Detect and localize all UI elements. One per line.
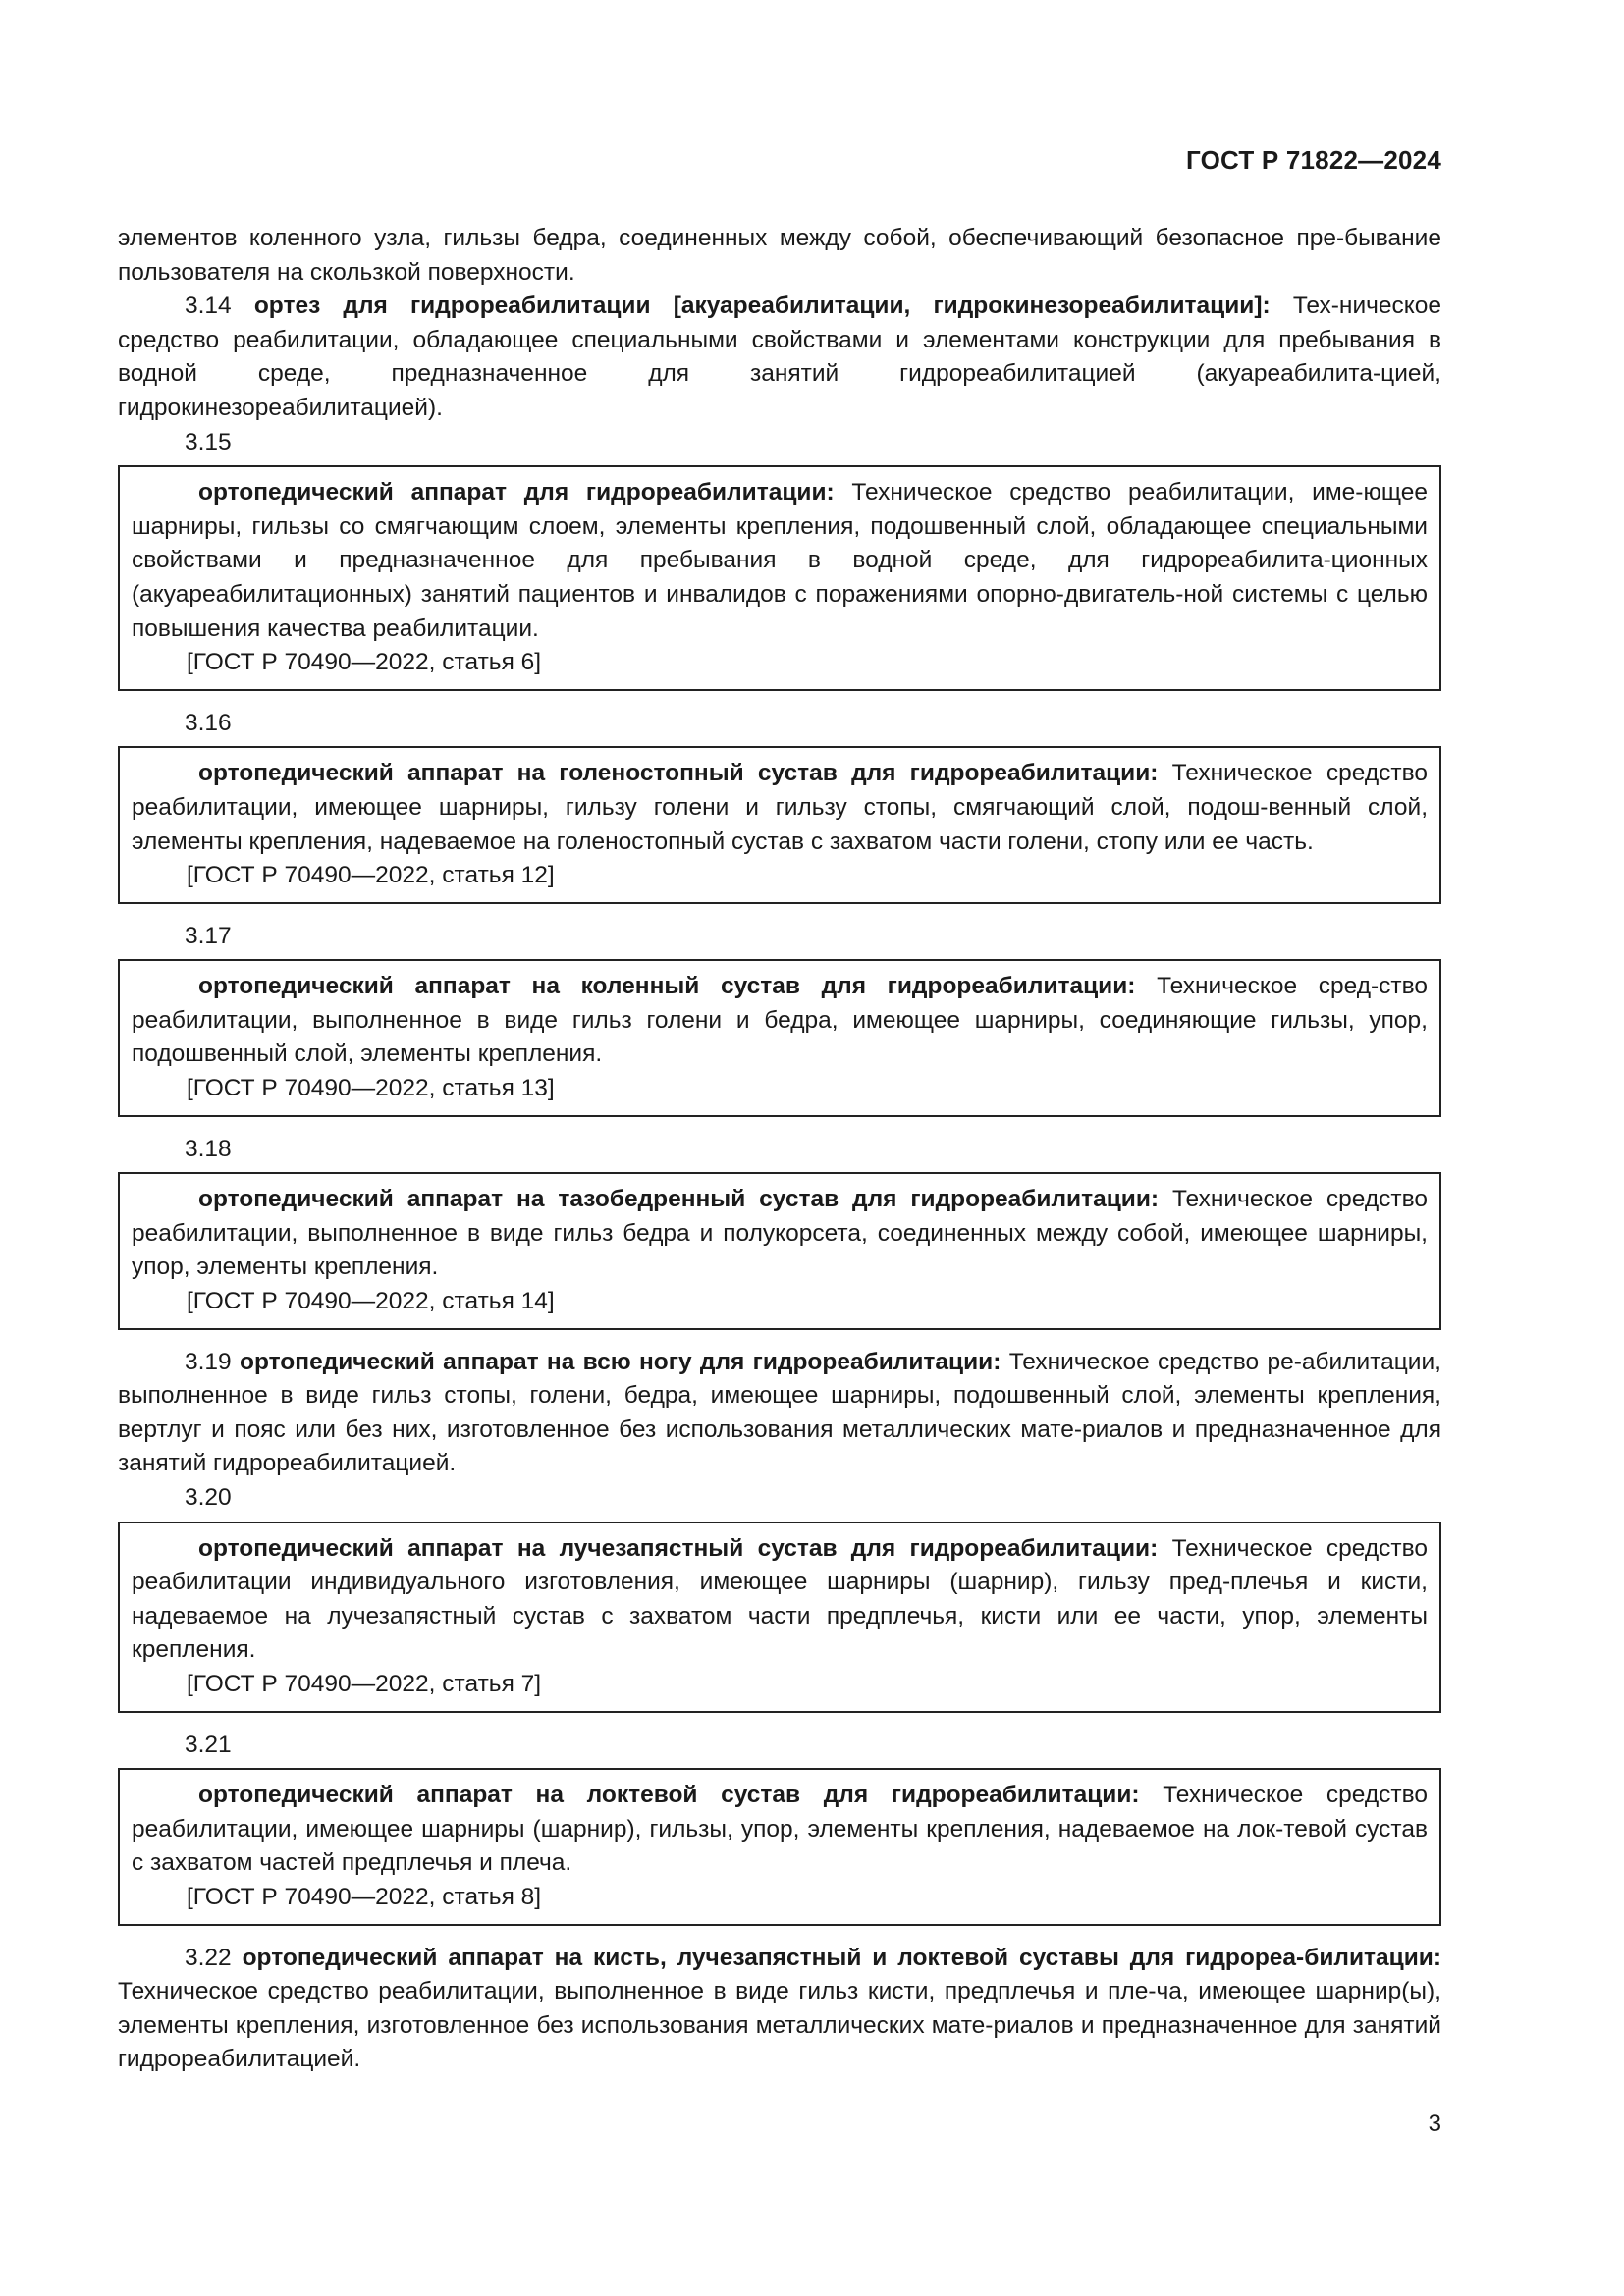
entry-term: ортопедический аппарат на всю ногу для гидрореабилитации:	[240, 1348, 1001, 1375]
entry-3-16-box	[118, 746, 1441, 903]
entry-number-3-18: 3.18	[185, 1135, 232, 1162]
entry-3-21-text	[132, 1779, 1428, 1881]
entry-term: ортопедический аппарат на кисть, лучезапястный и локтевой суставы для гидрореа-билитации:	[242, 1944, 1442, 1971]
entry-term: ортез для гидрореабилитации [акуареабилитации, гидрокинезореабилитации]:	[253, 293, 1271, 320]
entry-3-17-box	[118, 959, 1441, 1116]
continuation-paragraph: элементов коленного узла, гильзы бедра, соединенных между собой, обеспечивающий безопасное пре-бывание пользователя на скользкой поверхности.	[118, 225, 1441, 286]
entry-3-15-text	[132, 476, 1428, 646]
entry-term: ортопедический аппарат на голеностопный сустав для гидрореабилитации:	[198, 760, 1159, 787]
entry-definition: Техническое средство ре-абилитации, выполненное в виде гильз стопы, голени, бедра, имеющее шарниры, подошвенный слой, элементы крепления, вертлуг и пояс или без них, изготовленное без использования металлических мате-риалов и предназначенное для занятий гидрореабилитацией.	[118, 1348, 1441, 1477]
entry-3-14	[118, 290, 1441, 425]
entry-number: 3.22	[185, 1944, 232, 1971]
entry-term: ортопедический аппарат на тазобедренный сустав для гидрореабилитации:	[198, 1186, 1160, 1213]
entry-3-20-text	[132, 1532, 1428, 1668]
entry-term: ортопедический аппарат на лучезапястный сустав для гидрореабилитации:	[198, 1534, 1159, 1562]
entry-number: 3.14	[185, 293, 232, 320]
entry-3-22	[118, 1942, 1441, 2077]
entry-reference: [ГОСТ Р 70490—2022, статья 14]	[187, 1288, 555, 1315]
entry-3-17-text	[132, 970, 1428, 1072]
entry-number-3-20: 3.20	[185, 1484, 232, 1511]
entry-number: 3.19	[185, 1348, 232, 1375]
entry-number-3-21: 3.21	[185, 1731, 232, 1758]
entry-3-20-box	[118, 1522, 1441, 1713]
document-body	[118, 222, 1441, 2077]
entry-term: ортопедический аппарат для гидрореабилитации:	[198, 479, 835, 507]
entry-term: ортопедический аппарат на локтевой сустав для гидрореабилитации:	[198, 1782, 1140, 1809]
entry-3-15-box	[118, 465, 1441, 691]
entry-definition: Техническое средство реабилитации индивидуального изготовления, имеющее шарниры (шарнир), гильзу пред-плечья и кисти, надеваемое на лучезапястный сустав с захватом части предплечья, кисти или ее части, упор, элементы крепления.	[132, 1534, 1428, 1664]
entry-definition: Техническое средство реабилитации, имеющее шарниры, гильзу голени и гильзу стопы, смягчающий слой, подош-венный слой, элементы крепления, надеваемое на голеностопный сустав с захватом части голени, стопу или ее часть.	[132, 760, 1428, 855]
entry-number-3-15: 3.15	[185, 428, 232, 455]
entry-definition: Техническое сред-ство реабилитации, выполненное в виде гильз голени и бедра, имеющее шарниры, соединяющие гильзы, упор, подошвенный слой, элементы крепления.	[132, 973, 1429, 1068]
entry-reference: [ГОСТ Р 70490—2022, статья 13]	[187, 1075, 555, 1102]
entry-definition: Тех-ническое средство реабилитации, обладающее специальными свойствами и элементами конструкции для пребывания в водной среде, предназначенное для занятий гидрореабилитацией (акуареабилита-цией, гидрокинезореабилитацией).	[118, 293, 1442, 421]
entry-3-21-box	[118, 1768, 1441, 1925]
entry-3-19	[118, 1346, 1441, 1481]
document-standard-id: ГОСТ Р 71822—2024	[1186, 145, 1441, 175]
entry-3-16-text	[132, 757, 1428, 859]
entry-reference: [ГОСТ Р 70490—2022, статья 6]	[187, 649, 542, 676]
entry-reference: [ГОСТ Р 70490—2022, статья 12]	[187, 862, 555, 889]
entry-definition: Техническое средство реабилитации, име-ющее шарниры, гильзы со смягчающим слоем, элементы крепления, подошвенный слой, обладающее специальными свойствами и предназначенное для пребывания в водной среде, для гидрореабилита-ционных (акуареабилитационных) занятий пациентов и инвалидов с поражениями опорно-двигатель-ной системы с целью повышения качества реабилитации.	[132, 479, 1428, 642]
entry-number-3-17: 3.17	[185, 922, 232, 949]
entry-number-3-16: 3.16	[185, 709, 232, 736]
page-number: 3	[1428, 2110, 1441, 2137]
entry-definition: Техническое средство реабилитации, выполненное в виде гильз бедра и полукорсета, соединенных между собой, имеющее шарниры, упор, элементы крепления.	[132, 1186, 1428, 1281]
entry-definition: Техническое средство реабилитации, имеющее шарниры (шарнир), гильзы, упор, элементы крепления, надеваемое на лок-тевой сустав с захватом частей предплечья и плеча.	[132, 1782, 1428, 1877]
entry-term: ортопедический аппарат на коленный сустав для гидрореабилитации:	[198, 973, 1136, 1000]
entry-reference: [ГОСТ Р 70490—2022, статья 8]	[187, 1883, 542, 1910]
entry-3-18-text	[132, 1183, 1428, 1285]
entry-3-18-box	[118, 1172, 1441, 1329]
entry-reference: [ГОСТ Р 70490—2022, статья 7]	[187, 1670, 542, 1697]
entry-definition: Техническое средство реабилитации, выполненное в виде гильз кисти, предплечья и пле-ча, имеющее шарнир(ы), элементы крепления, изготовленное без использования металлических мате-риалов и предназначенное для занятий гидрореабилитацией.	[118, 1978, 1441, 2073]
